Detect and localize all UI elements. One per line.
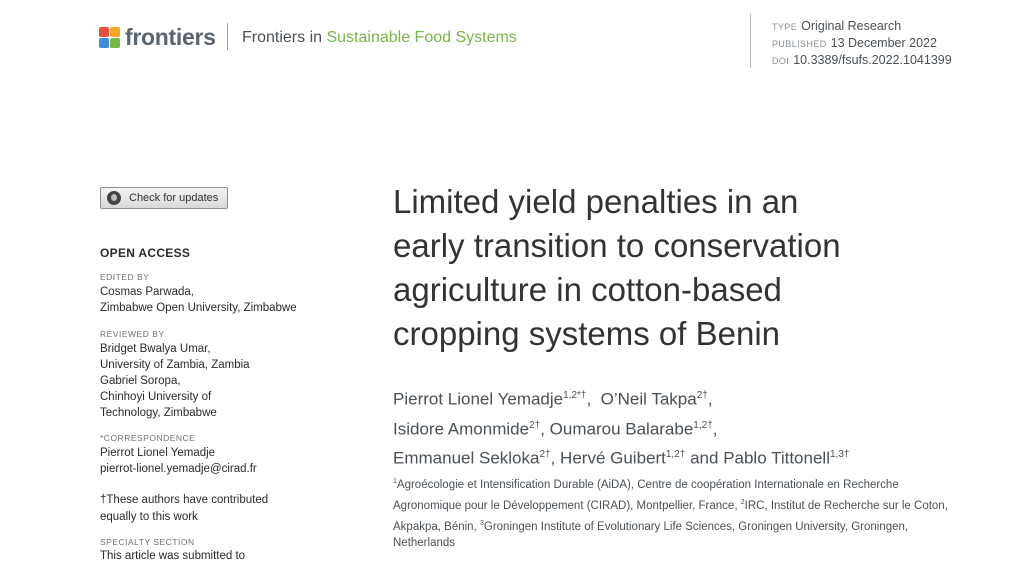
author-conjunction: and	[690, 448, 719, 468]
author-sup: 1,2*†	[563, 390, 587, 401]
author-line: Pierrot Lionel Yemadje$^{1,2*\dagger}$, O’Neil Takpa$^{2\dagger}$,	[393, 389, 713, 409]
meta-published-label: PUBLISHED	[772, 39, 827, 49]
meta-type	[772, 18, 952, 35]
editor-affiliation: Zimbabwe Open University, Zimbabwe	[100, 302, 297, 314]
author-name[interactable]: O’Neil Takpa	[600, 389, 697, 409]
author-sup: 1,3†	[829, 449, 850, 461]
affiliation-sup: 1	[393, 478, 397, 485]
reviewer-line: Bridget Bwalya Umar,	[100, 343, 211, 355]
author-name[interactable]: Emmanuel Sekloka	[393, 448, 540, 468]
author-line: Isidore Amonmide$^{2\dagger}$, Oumarou Balarabe$^{1,2\dagger}$,	[393, 419, 718, 439]
authors-note-line: equally to this work	[100, 511, 198, 523]
title-line: early transition to conservation	[393, 227, 841, 264]
check-for-updates-label: Check for updates	[129, 192, 219, 204]
author-name[interactable]: Pierrot Lionel Yemadje	[393, 389, 564, 409]
journal-title: Sustainable Food Systems	[326, 29, 517, 46]
author-name[interactable]: Hervé Guibert	[560, 448, 666, 468]
reviewer-line: Technology, Zimbabwe	[100, 407, 217, 419]
correspondence-name: Pierrot Lionel Yemadje	[100, 447, 216, 459]
author-sup: 2†	[529, 419, 541, 431]
editor-name: Cosmas Parwada,	[100, 286, 194, 298]
journal-prefix: Frontiers in	[242, 29, 323, 46]
frontiers-logo-icon	[99, 27, 121, 49]
reviewed-by-label: REVIEWED BY	[100, 329, 165, 339]
author-list	[393, 383, 993, 472]
affiliation-text: Agroécologie et Intensification Durable (AiDA), Centre de coopération Internationale en Recherche Agronomique pour le Développement (CIRAD), Montpellier, France,	[393, 478, 899, 512]
article-title	[393, 180, 993, 356]
page-header	[0, 0, 1030, 90]
crossmark-icon	[107, 191, 121, 205]
author-sup: 1,2†	[693, 419, 713, 431]
author-name[interactable]: Isidore Amonmide	[393, 419, 530, 439]
author-sup: 2†	[696, 390, 708, 401]
header-divider	[227, 23, 228, 50]
open-access-heading: OPEN ACCESS	[100, 246, 191, 260]
affiliation-sup: 2	[740, 498, 745, 506]
meta-published-value: 13 December 2022	[830, 36, 937, 50]
journal-name[interactable]	[242, 29, 517, 47]
meta-doi-label: DOI	[772, 56, 790, 66]
affiliations	[393, 473, 963, 552]
author-sup: 1,2†	[665, 449, 686, 461]
title-line: Limited yield penalties in an	[393, 183, 799, 220]
article-meta	[772, 18, 952, 69]
specialty-section-label: SPECIALTY SECTION	[100, 537, 195, 547]
correspondence-label: *CORRESPONDENCE	[100, 433, 196, 443]
title-line: agriculture in cotton-based	[393, 271, 782, 308]
brand-name: frontiers	[125, 24, 216, 50]
reviewer-line: Gabriel Soropa,	[100, 375, 181, 387]
reviewer-line: Chinhoyi University of	[100, 391, 212, 403]
meta-doi-value[interactable]: 10.3389/fsufs.2022.1041399	[793, 53, 952, 67]
edited-by-label: EDITED BY	[100, 272, 150, 282]
affiliation-text: Groningen Institute of Evolutionary Life Sciences, Groningen University, Groningen, Netherlands	[393, 520, 909, 550]
author-sup: 2†	[539, 449, 551, 461]
correspondence-email[interactable]: pierrot-lionel.yemadje@cirad.fr	[100, 463, 257, 475]
meta-doi[interactable]	[772, 52, 952, 69]
specialty-section-text: This article was submitted to	[100, 550, 246, 562]
meta-type-value: Original Research	[801, 19, 902, 33]
meta-divider	[750, 14, 751, 68]
author-name[interactable]: Pablo Tittonell	[723, 448, 830, 468]
reviewer-line: University of Zambia, Zambia	[100, 359, 250, 371]
title-line: cropping systems of Benin	[393, 315, 781, 352]
frontiers-logo[interactable]	[99, 24, 216, 51]
meta-published	[772, 35, 952, 52]
authors-note-line: †These authors have contributed	[100, 494, 269, 506]
author-line: Emmanuel Sekloka$^{2\dagger}$, Hervé Guibert$^{1,2\dagger}$ and Pablo Tittonell$^{1,3\dagger}$	[393, 448, 850, 468]
check-for-updates-button[interactable]	[100, 187, 228, 209]
author-name[interactable]: Oumarou Balarabe	[549, 419, 694, 439]
affiliation-text: IRC, Institut de Recherche sur le Coton, Akpakpa, Bénin,	[393, 499, 948, 533]
meta-type-label: TYPE	[772, 22, 798, 32]
affiliation-sup: 3	[479, 519, 484, 527]
